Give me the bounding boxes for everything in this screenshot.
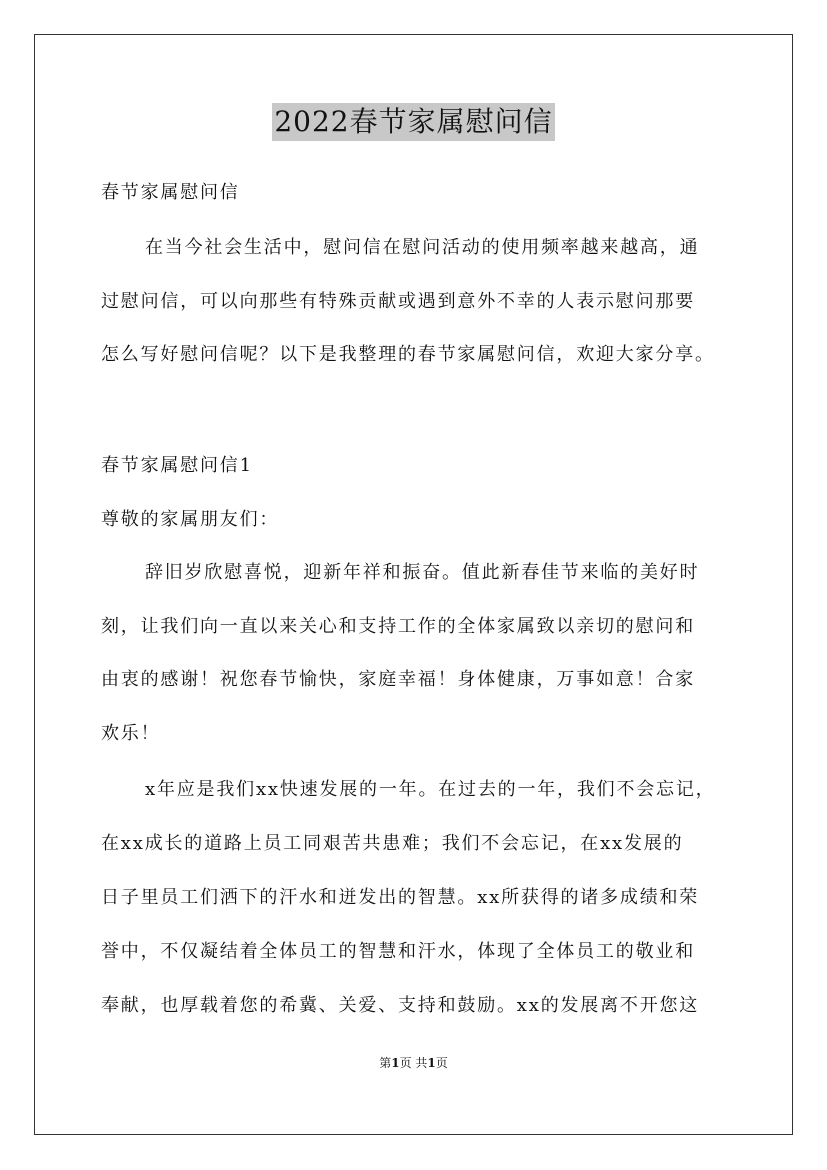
greeting: 尊敬的家属朋友们： [101,509,280,530]
paragraph2-line: 在xx成长的道路上员工同艰苦共患难；我们不会忘记，在xx发展的 [101,833,684,854]
paragraph1-line: 欢乐！ [101,723,161,744]
document-title: 2022春节家属慰问信 [272,103,554,141]
title-container [0,103,827,141]
paragraph1-line: 由衷的感谢！祝您春节愉快，家庭幸福！身体健康，万事如意！合家 [101,669,695,690]
paragraph1-line: 辞旧岁欣慰喜悦，迎新年祥和振奋。值此新春佳节来临的美好时 [145,562,700,583]
paragraph1-line: 刻，让我们向一直以来关心和支持工作的全体家属致以亲切的慰问和 [101,616,695,637]
paragraph2-line: 奉献，也厚载着您的希冀、关爱、支持和鼓励。xx的发展离不开您这 [101,995,700,1016]
footer-prefix: 第 [379,1056,392,1070]
footer-mid: 页 共 [399,1056,428,1070]
document-heading: 春节家属慰问信 [101,182,240,203]
paragraph2-line: 誉中，不仅凝结着全体员工的智慧和汗水，体现了全体员工的敬业和 [101,941,695,962]
intro-line: 在当今社会生活中，慰问信在慰问活动的使用频率越来越高，通 [145,237,700,258]
page-footer [0,1055,827,1071]
footer-page-current: 1 [391,1056,400,1070]
paragraph2-line: 日子里员工们洒下的汗水和迸发出的智慧。xx所获得的诸多成绩和荣 [101,887,700,908]
footer-suffix: 页 [435,1056,448,1070]
paragraph2-line: x年应是我们xx快速发展的一年。在过去的一年，我们不会忘记， [145,779,716,800]
intro-line: 过慰问信，可以向那些有特殊贡献或遇到意外不幸的人表示慰问那要 [101,291,695,312]
footer-page-total: 1 [427,1056,436,1070]
section-title: 春节家属慰问信1 [101,455,253,476]
intro-line: 怎么写好慰问信呢？以下是我整理的春节家属慰问信，欢迎大家分享。 [101,344,715,365]
